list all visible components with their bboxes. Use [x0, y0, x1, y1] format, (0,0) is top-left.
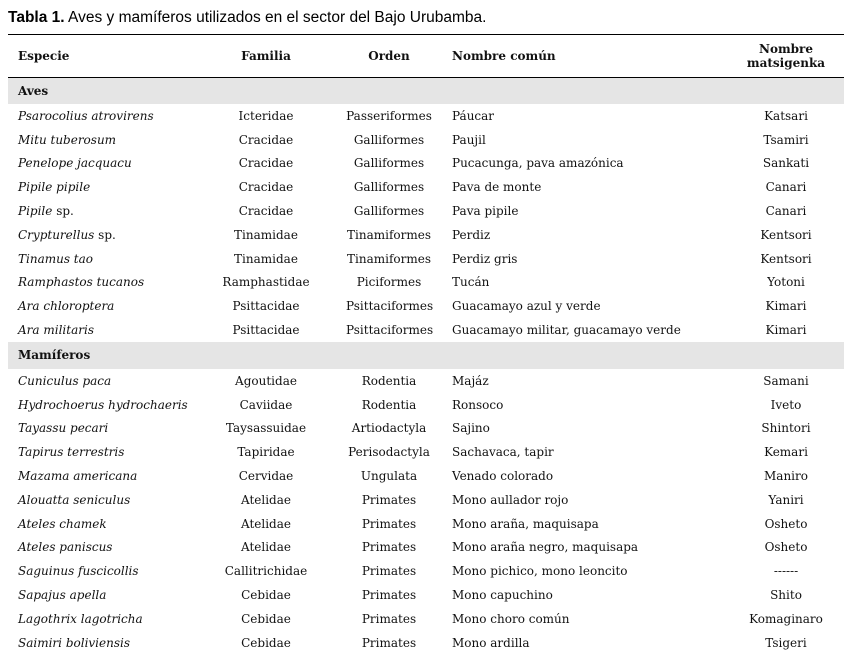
- cell-nombre-matsigenka: Canari: [765, 204, 807, 219]
- cell-nombre-comun: Perdiz: [452, 227, 491, 242]
- table-row: [8, 488, 844, 512]
- species-name: Tinamus tao: [18, 251, 94, 266]
- cell-nombre-comun: Guacamayo azul y verde: [452, 299, 601, 314]
- cell-orden: Rodentia: [361, 373, 417, 388]
- cell-nombre-matsigenka: Komaginaro: [749, 611, 823, 626]
- cell-familia: Cebidae: [241, 588, 291, 603]
- cell-nombre-comun: Perdiz gris: [452, 251, 518, 266]
- header-familia: Familia: [241, 49, 291, 63]
- caption-label: Tabla 1.: [8, 9, 65, 26]
- cell-familia: Atelidae: [241, 540, 291, 555]
- table-row: [8, 393, 844, 417]
- cell-orden: Artiodactyla: [351, 421, 427, 436]
- table-caption: [8, 9, 486, 27]
- cell-nombre-matsigenka: Shintori: [761, 421, 811, 436]
- species-name: Ara militaris: [18, 323, 94, 338]
- cell-nombre-comun: Pava pipile: [452, 204, 519, 219]
- cell-nombre-comun: Mono araña negro, maquisapa: [452, 540, 639, 555]
- cell-especie: [8, 440, 196, 464]
- cell-familia: Atelidae: [241, 516, 291, 531]
- table-row: [8, 369, 844, 393]
- cell-nombre-matsigenka: Kemari: [764, 445, 808, 460]
- cell-orden: Primates: [361, 588, 417, 603]
- cell-orden: Primates: [361, 564, 417, 579]
- header-orden: Orden: [368, 49, 410, 63]
- cell-nombre-matsigenka: Osheto: [764, 516, 808, 531]
- cell-nombre-comun: Sajino: [452, 421, 490, 436]
- cell-nombre-matsigenka: Yotoni: [767, 275, 805, 290]
- group-row: [8, 342, 844, 369]
- cell-especie: [8, 369, 196, 393]
- header-nombre-matsigenka-line1: Nombre: [758, 42, 814, 56]
- cell-orden: Galliformes: [353, 180, 425, 195]
- cell-especie: [8, 152, 196, 176]
- cell-nombre-comun: Mono araña, maquisapa: [452, 516, 599, 531]
- cell-familia: Ramphastidae: [222, 275, 310, 290]
- cell-especie: [8, 512, 196, 536]
- species-name: Penelope jacquacu: [18, 156, 132, 171]
- cell-nombre-matsigenka: Kentsori: [760, 227, 812, 242]
- header-nombre-matsigenka-line2: matsigenka: [746, 56, 826, 70]
- cell-orden: Galliformes: [353, 204, 425, 219]
- cell-familia: Tapiridae: [237, 445, 295, 460]
- cell-nombre-comun: Mono choro común: [452, 611, 570, 626]
- table-row: [8, 152, 844, 176]
- species-name: Ateles chamek: [18, 516, 107, 531]
- table-row: [8, 294, 844, 318]
- cell-orden: Primates: [361, 540, 417, 555]
- species-name: Saguinus fuscicollis: [18, 564, 139, 579]
- cell-nombre-comun: Pava de monte: [452, 180, 542, 195]
- cell-orden: Galliformes: [353, 132, 425, 147]
- table-row: [8, 607, 844, 631]
- table-row: [8, 271, 844, 295]
- cell-orden: Psittaciformes: [346, 299, 434, 314]
- table-row: [8, 417, 844, 441]
- species-table: [8, 35, 844, 655]
- table-row: [8, 199, 844, 223]
- table-row: [8, 559, 844, 583]
- cell-nombre-matsigenka: Maniro: [764, 469, 808, 484]
- cell-nombre-matsigenka: ------: [773, 564, 799, 579]
- cell-familia: Tinamidae: [234, 227, 298, 242]
- header-nombre-matsigenka: [728, 35, 844, 77]
- table-body: [8, 77, 844, 655]
- cell-nombre-comun: Pucacunga, pava amazónica: [452, 156, 624, 171]
- table-row: [8, 128, 844, 152]
- cell-especie: [8, 631, 196, 655]
- cell-especie: [8, 271, 196, 295]
- species-name: Saimiri boliviensis: [18, 635, 131, 650]
- cell-orden: Rodentia: [361, 397, 417, 412]
- cell-nombre-comun: Ronsoco: [452, 397, 504, 412]
- cell-orden: Tinamiformes: [347, 227, 431, 242]
- cell-especie: [8, 128, 196, 152]
- cell-nombre-comun: Venado colorado: [452, 469, 554, 484]
- group-label: Aves: [8, 77, 844, 104]
- cell-orden: Galliformes: [353, 156, 425, 171]
- cell-especie: [8, 464, 196, 488]
- cell-especie: [8, 536, 196, 560]
- cell-nombre-comun: Mono aullador rojo: [452, 492, 569, 507]
- cell-nombre-matsigenka: Osheto: [764, 540, 808, 555]
- cell-nombre-matsigenka: Yaniri: [768, 492, 804, 507]
- cell-nombre-comun: Tucán: [452, 275, 490, 290]
- cell-nombre-matsigenka: Kentsori: [760, 251, 812, 266]
- cell-nombre-matsigenka: Katsari: [764, 108, 808, 123]
- species-name: Crypturellus: [18, 227, 95, 242]
- cell-familia: Tinamidae: [234, 251, 298, 266]
- cell-orden: Primates: [361, 492, 417, 507]
- species-name: Mazama americana: [18, 469, 138, 484]
- cell-familia: Cracidae: [238, 156, 294, 171]
- group-row: [8, 77, 844, 104]
- cell-nombre-comun: Páucar: [452, 108, 495, 123]
- cell-familia: Atelidae: [241, 492, 291, 507]
- cell-orden: Primates: [361, 611, 417, 626]
- species-name: Ara chloroptera: [18, 299, 115, 314]
- cell-especie: [8, 104, 196, 128]
- caption-text: Aves y mamíferos utilizados en el sector del Bajo Urubamba.: [64, 9, 487, 26]
- cell-especie: [8, 294, 196, 318]
- cell-familia: Caviidae: [239, 397, 293, 412]
- table-row: [8, 583, 844, 607]
- cell-familia: Cracidae: [238, 204, 294, 219]
- cell-especie: [8, 247, 196, 271]
- table-row: [8, 536, 844, 560]
- cell-especie: [8, 393, 196, 417]
- cell-nombre-matsigenka: Sankati: [762, 156, 810, 171]
- table-row: [8, 464, 844, 488]
- cell-orden: Tinamiformes: [347, 251, 431, 266]
- cell-orden: Primates: [361, 516, 417, 531]
- cell-familia: Cebidae: [241, 635, 291, 650]
- species-name: Hydrochoerus hydrochaeris: [18, 397, 188, 412]
- cell-nombre-comun: Mono ardilla: [452, 635, 530, 650]
- cell-familia: Cervidae: [238, 469, 294, 484]
- cell-familia: Taysassuidae: [225, 421, 307, 436]
- cell-nombre-matsigenka: Kimari: [765, 323, 807, 338]
- table-row: [8, 247, 844, 271]
- table-row: [8, 440, 844, 464]
- cell-familia: Psittacidae: [232, 323, 300, 338]
- cell-familia: Callitrichidae: [224, 564, 308, 579]
- header-nombre-comun: Nombre común: [452, 49, 556, 63]
- cell-orden: Piciformes: [356, 275, 422, 290]
- cell-orden: Psittaciformes: [346, 323, 434, 338]
- species-name: Ateles paniscus: [18, 540, 113, 555]
- header-rule: [8, 77, 844, 78]
- cell-orden: Perisodactyla: [348, 445, 430, 460]
- table-row: [8, 104, 844, 128]
- cell-familia: Psittacidae: [232, 299, 300, 314]
- cell-especie: [8, 199, 196, 223]
- cell-nombre-matsigenka: Canari: [765, 180, 807, 195]
- cell-familia: Agoutidae: [235, 373, 297, 388]
- cell-nombre-comun: Mono capuchino: [452, 588, 553, 603]
- species-name: Mitu tuberosum: [18, 132, 117, 147]
- cell-familia: Cracidae: [238, 132, 294, 147]
- cell-familia: Icteridae: [238, 108, 294, 123]
- table-row: [8, 631, 844, 655]
- header-especie: Especie: [18, 49, 70, 63]
- cell-nombre-matsigenka: Samani: [763, 373, 809, 388]
- table-row: [8, 175, 844, 199]
- cell-especie: [8, 417, 196, 441]
- species-name: Alouatta seniculus: [18, 492, 131, 507]
- species-name: Pipile pipile: [18, 180, 91, 195]
- cell-familia: Cracidae: [238, 180, 294, 195]
- species-name: Lagothrix lagotricha: [18, 611, 143, 626]
- cell-especie: [8, 583, 196, 607]
- cell-especie: [8, 488, 196, 512]
- cell-familia: Cebidae: [241, 611, 291, 626]
- cell-orden: Ungulata: [360, 469, 418, 484]
- cell-nombre-matsigenka: Tsamiri: [763, 132, 809, 147]
- species-name: Sapajus apella: [18, 588, 107, 603]
- species-name: Cuniculus paca: [18, 373, 112, 388]
- table-row: [8, 318, 844, 342]
- cell-nombre-matsigenka: Tsigeri: [765, 635, 807, 650]
- species-name: Ramphastos tucanos: [18, 275, 145, 290]
- header-row: [8, 35, 844, 77]
- species-name: Pipile: [18, 204, 53, 219]
- species-name: Psarocolius atrovirens: [18, 108, 154, 123]
- cell-nombre-comun: Mono pichico, mono leoncito: [452, 564, 628, 579]
- cell-especie: [8, 223, 196, 247]
- cell-nombre-comun: Sachavaca, tapir: [452, 445, 554, 460]
- table-row: [8, 223, 844, 247]
- species-suffix: sp.: [94, 227, 116, 242]
- cell-especie: [8, 607, 196, 631]
- cell-especie: [8, 175, 196, 199]
- table-row: [8, 512, 844, 536]
- cell-especie: [8, 318, 196, 342]
- cell-nombre-comun: Guacamayo militar, guacamayo verde: [452, 323, 681, 338]
- species-suffix: sp.: [52, 204, 74, 219]
- group-label: Mamíferos: [8, 342, 844, 369]
- cell-nombre-comun: Majáz: [452, 373, 489, 388]
- cell-nombre-matsigenka: Shito: [770, 588, 802, 603]
- cell-nombre-comun: Paujil: [452, 132, 486, 147]
- species-name: Tayassu pecari: [18, 421, 109, 436]
- cell-orden: Primates: [361, 635, 417, 650]
- cell-nombre-matsigenka: Kimari: [765, 299, 807, 314]
- cell-especie: [8, 559, 196, 583]
- cell-nombre-matsigenka: Iveto: [770, 397, 802, 412]
- cell-orden: Passeriformes: [346, 108, 432, 123]
- species-name: Tapirus terrestris: [18, 445, 125, 460]
